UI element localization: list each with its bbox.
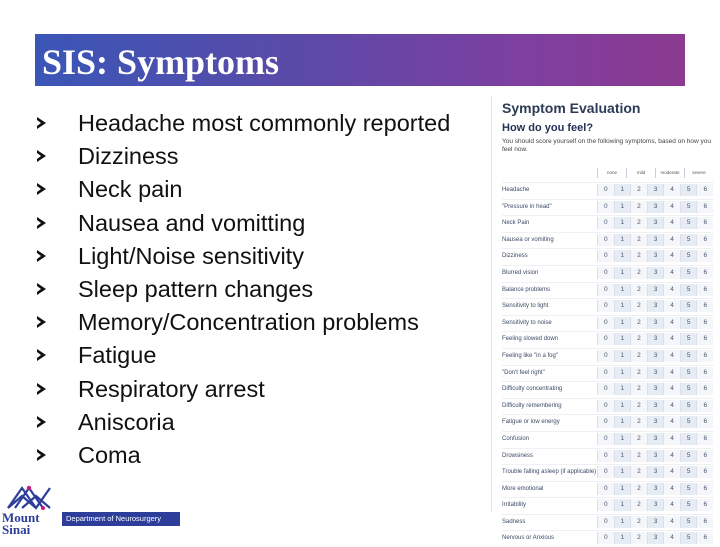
scale-option[interactable]: 4 <box>663 466 680 478</box>
bullet-text: Fatigue <box>78 342 157 369</box>
symptom-row <box>502 298 714 315</box>
scale-option[interactable]: 0 <box>597 367 614 379</box>
scale-option[interactable]: 4 <box>663 483 680 495</box>
symptom-label: Trouble falling asleep (if applicable) <box>502 469 597 476</box>
scale-option[interactable]: 0 <box>597 300 614 312</box>
scale-option[interactable]: 5 <box>680 516 697 528</box>
symptom-row <box>502 248 714 265</box>
symptom-row <box>502 398 714 415</box>
scale-option[interactable]: 4 <box>663 234 680 246</box>
scale-option[interactable]: 6 <box>696 383 713 395</box>
symptom-scale <box>597 499 713 511</box>
symptom-label: Feeling like "in a fog" <box>502 352 558 359</box>
scale-option[interactable]: 4 <box>663 400 680 412</box>
symptom-scale <box>597 300 713 312</box>
symptom-scale <box>597 284 713 296</box>
symptom-scale <box>597 317 713 329</box>
scale-option[interactable]: 3 <box>647 483 664 495</box>
scale-option[interactable]: 0 <box>597 234 614 246</box>
arrow-bullet-icon <box>37 383 46 395</box>
scale-option[interactable]: 0 <box>597 400 614 412</box>
symptom-scale <box>597 267 713 279</box>
scale-option[interactable]: 4 <box>663 317 680 329</box>
scale-option[interactable]: 0 <box>597 217 614 229</box>
symptom-label: Feeling slowed down <box>502 336 559 343</box>
scale-option[interactable]: 0 <box>597 317 614 329</box>
scale-option[interactable]: 1 <box>614 367 631 379</box>
scale-column-header: moderate <box>655 168 684 178</box>
arrow-bullet-icon <box>37 416 46 428</box>
scale-option[interactable]: 5 <box>680 250 697 262</box>
scale-option[interactable]: 1 <box>614 383 631 395</box>
symptom-scale <box>597 466 713 478</box>
symptom-label: "Don't feel right" <box>502 369 545 376</box>
scale-option[interactable]: 5 <box>680 532 697 544</box>
symptom-label: Sensitivity to light <box>502 303 549 310</box>
scale-option[interactable]: 2 <box>630 416 647 428</box>
scale-option[interactable]: 3 <box>647 466 664 478</box>
scale-option[interactable]: 6 <box>696 284 713 296</box>
symptom-label: Drowsiness <box>502 452 534 459</box>
scale-option[interactable]: 2 <box>630 450 647 462</box>
scale-option[interactable]: 6 <box>696 317 713 329</box>
symptom-scale <box>597 416 713 428</box>
scale-option[interactable]: 3 <box>647 184 664 196</box>
scale-option[interactable]: 1 <box>614 450 631 462</box>
scale-option[interactable]: 2 <box>630 516 647 528</box>
scale-option[interactable]: 4 <box>663 201 680 213</box>
symptom-label: Fatigue or low energy <box>502 419 560 426</box>
slide-title: SIS: Symptoms <box>42 42 280 82</box>
symptom-row <box>502 381 714 398</box>
arrow-bullet-icon <box>37 283 46 295</box>
symptom-label: "Pressure in head" <box>502 203 552 210</box>
scale-option[interactable]: 5 <box>680 267 697 279</box>
logo-lattice-icon <box>8 488 50 508</box>
scale-option[interactable]: 0 <box>597 466 614 478</box>
symptom-scale <box>597 333 713 345</box>
scale-option[interactable]: 2 <box>630 234 647 246</box>
scale-option[interactable]: 1 <box>614 416 631 428</box>
scale-option[interactable]: 4 <box>663 333 680 345</box>
symptom-rows <box>502 182 714 547</box>
scale-option[interactable]: 6 <box>696 217 713 229</box>
symptom-label: Difficulty concentrating <box>502 386 563 393</box>
scale-option[interactable]: 1 <box>614 250 631 262</box>
scale-option[interactable]: 1 <box>614 333 631 345</box>
scale-option[interactable]: 3 <box>647 450 664 462</box>
scale-option[interactable]: 0 <box>597 483 614 495</box>
symptom-row <box>502 265 714 282</box>
symptom-label: Difficulty remembering <box>502 402 562 409</box>
scale-option[interactable]: 5 <box>680 416 697 428</box>
scale-option[interactable]: 5 <box>680 333 697 345</box>
scale-option[interactable]: 6 <box>696 184 713 196</box>
scale-option[interactable]: 2 <box>630 367 647 379</box>
scale-option[interactable]: 5 <box>680 234 697 246</box>
scale-option[interactable]: 4 <box>663 284 680 296</box>
symptom-row <box>502 315 714 332</box>
scale-option[interactable]: 4 <box>663 450 680 462</box>
bullet-text: Nausea and vomitting <box>78 209 306 236</box>
bullet-text: Respiratory arrest <box>78 375 265 402</box>
scale-option[interactable]: 2 <box>630 483 647 495</box>
symptom-row <box>502 282 714 299</box>
scale-option[interactable]: 4 <box>663 184 680 196</box>
scale-option[interactable]: 2 <box>630 250 647 262</box>
scale-option[interactable]: 6 <box>696 367 713 379</box>
scale-option[interactable]: 2 <box>630 317 647 329</box>
scale-option[interactable]: 3 <box>647 267 664 279</box>
scale-option[interactable]: 6 <box>696 516 713 528</box>
symptom-scale <box>597 234 713 246</box>
symptom-row <box>502 232 714 249</box>
scale-option[interactable]: 6 <box>696 450 713 462</box>
symptom-row <box>502 448 714 465</box>
scale-option[interactable]: 5 <box>680 201 697 213</box>
scale-option[interactable]: 5 <box>680 350 697 362</box>
scale-option[interactable]: 5 <box>680 483 697 495</box>
symptom-row <box>502 182 714 199</box>
scale-option[interactable]: 2 <box>630 466 647 478</box>
scale-option[interactable]: 0 <box>597 267 614 279</box>
scale-option[interactable]: 3 <box>647 400 664 412</box>
scale-option[interactable]: 4 <box>663 217 680 229</box>
scale-option[interactable]: 4 <box>663 516 680 528</box>
scale-option[interactable]: 1 <box>614 184 631 196</box>
symptom-evaluation-form <box>491 96 717 542</box>
scale-option[interactable]: 6 <box>696 499 713 511</box>
scale-option[interactable]: 0 <box>597 450 614 462</box>
scale-option[interactable]: 1 <box>614 400 631 412</box>
symptom-row <box>502 199 714 216</box>
scale-option[interactable]: 1 <box>614 466 631 478</box>
symptom-label: Confusion <box>502 435 530 442</box>
symptom-scale <box>597 433 713 445</box>
bullet-text: Neck pain <box>78 176 183 203</box>
scale-option[interactable]: 6 <box>696 201 713 213</box>
symptom-scale <box>597 400 713 412</box>
department-label: Department of Neurosurgery <box>62 512 180 526</box>
scale-option[interactable]: 1 <box>614 217 631 229</box>
scale-option[interactable]: 3 <box>647 516 664 528</box>
scale-option[interactable]: 5 <box>680 184 697 196</box>
scale-option[interactable]: 5 <box>680 466 697 478</box>
symptom-row <box>502 530 714 547</box>
scale-option[interactable]: 0 <box>597 383 614 395</box>
scale-option[interactable]: 2 <box>630 184 647 196</box>
scale-option[interactable]: 5 <box>680 400 697 412</box>
scale-option[interactable]: 1 <box>614 532 631 544</box>
scale-option[interactable]: 2 <box>630 383 647 395</box>
symptom-label: Sadness <box>502 518 526 525</box>
scale-column-header: severe <box>684 168 713 178</box>
scale-option[interactable]: 3 <box>647 383 664 395</box>
scale-option[interactable]: 4 <box>663 499 680 511</box>
symptom-row <box>502 414 714 431</box>
scale-option[interactable]: 0 <box>597 333 614 345</box>
scale-option[interactable]: 5 <box>680 367 697 379</box>
symptom-label: Blurred vision <box>502 269 539 276</box>
scale-option[interactable]: 1 <box>614 300 631 312</box>
symptom-scale <box>597 201 713 213</box>
scale-option[interactable]: 5 <box>680 317 697 329</box>
symptom-scale <box>597 383 713 395</box>
arrow-bullet-icon <box>37 150 46 162</box>
bullet-text: Sleep pattern changes <box>78 275 314 302</box>
scale-option[interactable]: 0 <box>597 532 614 544</box>
scale-option[interactable]: 2 <box>630 499 647 511</box>
scale-option[interactable]: 4 <box>663 250 680 262</box>
scale-option[interactable]: 5 <box>680 217 697 229</box>
symptom-label: Headache <box>502 187 530 193</box>
symptom-row <box>502 481 714 498</box>
scale-option[interactable]: 2 <box>630 284 647 296</box>
arrow-bullet-icon <box>37 117 46 129</box>
scale-option[interactable]: 0 <box>597 201 614 213</box>
scale-option[interactable]: 3 <box>647 201 664 213</box>
scale-option[interactable]: 3 <box>647 333 664 345</box>
symptom-label: Neck Pain <box>502 220 530 227</box>
form-title: Symptom Evaluation <box>502 100 641 116</box>
symptom-scale <box>597 217 713 229</box>
symptom-row <box>502 348 714 365</box>
scale-option[interactable]: 3 <box>647 317 664 329</box>
bullet-text: Light/Noise sensitivity <box>78 242 304 269</box>
scale-column-header: mild <box>626 168 655 178</box>
arrow-bullet-icon <box>37 349 46 361</box>
scale-option[interactable]: 6 <box>696 234 713 246</box>
scale-option[interactable]: 5 <box>680 383 697 395</box>
scale-option[interactable]: 4 <box>663 383 680 395</box>
scale-option[interactable]: 4 <box>663 416 680 428</box>
scale-option[interactable]: 6 <box>696 400 713 412</box>
symptom-scale <box>597 483 713 495</box>
form-instructions: You should score yourself on the following symptoms, based on how you feel now. <box>502 138 711 153</box>
scale-option[interactable]: 1 <box>614 433 631 445</box>
bullet-text: Dizziness <box>78 143 179 170</box>
arrow-bullet-icon <box>37 316 46 328</box>
scale-option[interactable]: 6 <box>696 300 713 312</box>
bullet-text: Headache most commonly reported <box>78 110 451 136</box>
scale-option[interactable]: 2 <box>630 532 647 544</box>
scale-option[interactable]: 2 <box>630 201 647 213</box>
arrow-bullet-icon <box>37 449 46 461</box>
scale-option[interactable]: 6 <box>696 250 713 262</box>
scale-option[interactable]: 5 <box>680 284 697 296</box>
scale-option[interactable]: 4 <box>663 532 680 544</box>
scale-option[interactable]: 0 <box>597 250 614 262</box>
scale-option[interactable]: 0 <box>597 284 614 296</box>
symptom-row <box>502 365 714 382</box>
scale-option[interactable]: 2 <box>630 350 647 362</box>
scale-option[interactable]: 0 <box>597 416 614 428</box>
scale-option[interactable]: 2 <box>630 433 647 445</box>
symptom-scale <box>597 350 713 362</box>
scale-option[interactable]: 2 <box>630 400 647 412</box>
scale-option[interactable]: 6 <box>696 532 713 544</box>
symptom-label: Balance problems <box>502 286 551 293</box>
symptom-scale <box>597 184 713 196</box>
scale-option[interactable]: 0 <box>597 499 614 511</box>
logo-word-sinai: Sinai <box>2 522 31 537</box>
symptom-label: Irritability <box>502 502 527 509</box>
symptom-row <box>502 331 714 348</box>
scale-option[interactable]: 0 <box>597 184 614 196</box>
symptom-scale <box>597 516 713 528</box>
scale-option[interactable]: 1 <box>614 516 631 528</box>
scale-option[interactable]: 3 <box>647 300 664 312</box>
symptom-row <box>502 215 714 232</box>
scale-option[interactable]: 3 <box>647 499 664 511</box>
scale-option[interactable]: 1 <box>614 201 631 213</box>
symptom-scale <box>597 532 713 544</box>
symptom-row <box>502 431 714 448</box>
scale-option[interactable]: 3 <box>647 532 664 544</box>
scale-option[interactable]: 4 <box>663 367 680 379</box>
scale-option[interactable]: 1 <box>614 350 631 362</box>
form-question: How do you feel? <box>502 122 594 134</box>
scale-option[interactable]: 6 <box>696 416 713 428</box>
scale-option[interactable]: 3 <box>647 433 664 445</box>
scale-option[interactable]: 3 <box>647 284 664 296</box>
scale-option[interactable]: 2 <box>630 267 647 279</box>
arrow-bullet-icon <box>37 217 46 229</box>
scale-option[interactable]: 5 <box>680 433 697 445</box>
scale-option[interactable]: 3 <box>647 250 664 262</box>
scale-option[interactable]: 1 <box>614 267 631 279</box>
scale-column-headers <box>597 168 713 178</box>
symptom-label: Nervous or Anxious <box>502 535 555 542</box>
scale-option[interactable]: 6 <box>696 433 713 445</box>
scale-option[interactable]: 0 <box>597 350 614 362</box>
bullet-text: Coma <box>78 441 141 468</box>
logo-word-mount: Mount <box>2 510 40 525</box>
scale-option[interactable]: 2 <box>630 217 647 229</box>
scale-option[interactable]: 3 <box>647 416 664 428</box>
scale-option[interactable]: 5 <box>680 499 697 511</box>
symptom-scale <box>597 250 713 262</box>
bullet-text: Aniscoria <box>78 408 175 435</box>
scale-option[interactable]: 5 <box>680 450 697 462</box>
scale-option[interactable]: 3 <box>647 350 664 362</box>
scale-option[interactable]: 6 <box>696 267 713 279</box>
scale-option[interactable]: 4 <box>663 350 680 362</box>
scale-option[interactable]: 4 <box>663 433 680 445</box>
scale-option[interactable]: 6 <box>696 333 713 345</box>
scale-option[interactable]: 3 <box>647 217 664 229</box>
scale-option[interactable]: 1 <box>614 499 631 511</box>
scale-option[interactable]: 0 <box>597 433 614 445</box>
scale-option[interactable]: 1 <box>614 483 631 495</box>
mount-sinai-logo <box>2 478 64 538</box>
scale-option[interactable]: 5 <box>680 300 697 312</box>
scale-option[interactable]: 3 <box>647 367 664 379</box>
scale-option[interactable]: 4 <box>663 267 680 279</box>
symptom-label: Sensitivity to noise <box>502 319 552 326</box>
scale-option[interactable]: 2 <box>630 300 647 312</box>
symptom-row <box>502 497 714 514</box>
scale-column-header: none <box>597 168 626 178</box>
symptom-label: Nausea or vomiting <box>502 236 554 243</box>
symptom-label: More emotional <box>502 485 544 492</box>
scale-option[interactable]: 1 <box>614 284 631 296</box>
arrow-bullet-icon <box>37 183 46 195</box>
scale-option[interactable]: 4 <box>663 300 680 312</box>
symptom-scale <box>597 367 713 379</box>
scale-option[interactable]: 6 <box>696 483 713 495</box>
scale-option[interactable]: 1 <box>614 234 631 246</box>
scale-option[interactable]: 6 <box>696 466 713 478</box>
scale-option[interactable]: 2 <box>630 333 647 345</box>
symptom-row <box>502 464 714 481</box>
scale-option[interactable]: 6 <box>696 350 713 362</box>
symptom-label: Dizziness <box>502 253 528 260</box>
arrow-bullet-icon <box>37 250 46 262</box>
scale-option[interactable]: 3 <box>647 234 664 246</box>
scale-option[interactable]: 0 <box>597 516 614 528</box>
symptom-row <box>502 514 714 531</box>
bullet-text: Memory/Concentration problems <box>78 309 419 336</box>
scale-option[interactable]: 1 <box>614 317 631 329</box>
symptom-scale <box>597 450 713 462</box>
